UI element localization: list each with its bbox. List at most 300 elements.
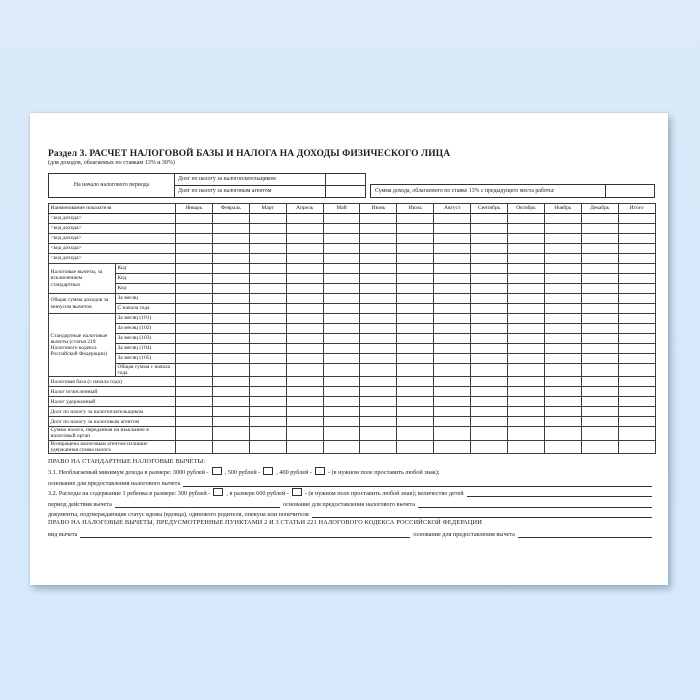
grid-cell[interactable] bbox=[397, 274, 434, 284]
grid-cell[interactable] bbox=[360, 274, 397, 284]
grid-cell[interactable] bbox=[434, 427, 471, 440]
grid-cell[interactable] bbox=[360, 224, 397, 234]
grid-cell[interactable] bbox=[397, 364, 434, 377]
grid-cell[interactable] bbox=[176, 224, 213, 234]
grid-cell[interactable] bbox=[212, 284, 249, 294]
deduction-basis-2-blank[interactable] bbox=[418, 500, 652, 508]
grid-cell[interactable] bbox=[176, 397, 213, 407]
grid-cell[interactable] bbox=[212, 397, 249, 407]
grid-cell[interactable] bbox=[471, 324, 508, 334]
grid-cell[interactable] bbox=[286, 304, 323, 314]
grid-cell[interactable] bbox=[176, 344, 213, 354]
grid-cell[interactable] bbox=[508, 354, 545, 364]
grid-cell[interactable] bbox=[286, 254, 323, 264]
grid-cell[interactable] bbox=[286, 284, 323, 294]
grid-cell[interactable] bbox=[323, 440, 360, 453]
grid-cell[interactable] bbox=[544, 427, 581, 440]
grid-cell[interactable] bbox=[471, 364, 508, 377]
grid-cell[interactable] bbox=[176, 274, 213, 284]
grid-cell[interactable] bbox=[434, 284, 471, 294]
grid-cell[interactable] bbox=[508, 387, 545, 397]
grid-cell[interactable] bbox=[286, 334, 323, 344]
grid-cell[interactable] bbox=[434, 224, 471, 234]
grid-cell[interactable] bbox=[323, 417, 360, 427]
grid-cell[interactable] bbox=[471, 214, 508, 224]
grid-cell[interactable] bbox=[434, 244, 471, 254]
grid-cell[interactable] bbox=[581, 304, 618, 314]
grid-cell[interactable] bbox=[618, 387, 655, 397]
grid-cell[interactable] bbox=[544, 334, 581, 344]
grid-cell[interactable] bbox=[618, 254, 655, 264]
grid-cell[interactable] bbox=[360, 314, 397, 324]
grid-cell[interactable] bbox=[544, 274, 581, 284]
grid-cell[interactable] bbox=[618, 224, 655, 234]
grid-cell[interactable] bbox=[508, 334, 545, 344]
grid-cell[interactable] bbox=[323, 304, 360, 314]
grid-cell[interactable] bbox=[618, 440, 655, 453]
grid-cell[interactable] bbox=[360, 304, 397, 314]
grid-cell[interactable] bbox=[249, 440, 286, 453]
grid-cell[interactable] bbox=[544, 354, 581, 364]
grid-cell[interactable] bbox=[323, 387, 360, 397]
grid-cell[interactable] bbox=[508, 304, 545, 314]
grid-cell[interactable] bbox=[434, 334, 471, 344]
grid-cell[interactable] bbox=[249, 427, 286, 440]
grid-cell[interactable] bbox=[581, 234, 618, 244]
grid-cell[interactable] bbox=[471, 407, 508, 417]
grid-cell[interactable] bbox=[360, 244, 397, 254]
grid-cell[interactable] bbox=[397, 417, 434, 427]
grid-cell[interactable] bbox=[286, 387, 323, 397]
grid-cell[interactable] bbox=[471, 334, 508, 344]
grid-cell[interactable] bbox=[397, 397, 434, 407]
grid-cell[interactable] bbox=[212, 364, 249, 377]
grid-cell[interactable] bbox=[397, 284, 434, 294]
grid-cell[interactable] bbox=[249, 324, 286, 334]
grid-cell[interactable] bbox=[471, 354, 508, 364]
grid-cell[interactable] bbox=[397, 324, 434, 334]
grid-cell[interactable] bbox=[360, 354, 397, 364]
grid-cell[interactable] bbox=[544, 244, 581, 254]
grid-cell[interactable] bbox=[618, 354, 655, 364]
grid-cell[interactable] bbox=[581, 214, 618, 224]
grid-cell[interactable] bbox=[397, 234, 434, 244]
grid-cell[interactable] bbox=[508, 324, 545, 334]
grid-cell[interactable] bbox=[286, 407, 323, 417]
grid-cell[interactable] bbox=[176, 234, 213, 244]
grid-cell[interactable] bbox=[508, 224, 545, 234]
grid-cell[interactable] bbox=[508, 344, 545, 354]
grid-cell[interactable] bbox=[286, 354, 323, 364]
grid-cell[interactable] bbox=[360, 427, 397, 440]
grid-cell[interactable] bbox=[471, 264, 508, 274]
grid-cell[interactable] bbox=[360, 377, 397, 387]
grid-cell[interactable] bbox=[249, 387, 286, 397]
grid-cell[interactable] bbox=[434, 364, 471, 377]
grid-cell[interactable] bbox=[360, 234, 397, 244]
grid-cell[interactable] bbox=[212, 377, 249, 387]
grid-cell[interactable] bbox=[618, 264, 655, 274]
grid-cell[interactable] bbox=[176, 304, 213, 314]
grid-cell[interactable] bbox=[397, 344, 434, 354]
grid-cell[interactable] bbox=[323, 274, 360, 284]
grid-cell[interactable] bbox=[323, 294, 360, 304]
checkbox-400-rub[interactable] bbox=[315, 467, 325, 475]
grid-cell[interactable] bbox=[249, 284, 286, 294]
grid-cell[interactable] bbox=[581, 417, 618, 427]
grid-cell[interactable] bbox=[397, 264, 434, 274]
grid-cell[interactable] bbox=[212, 264, 249, 274]
grid-cell[interactable] bbox=[286, 417, 323, 427]
grid-cell[interactable] bbox=[360, 344, 397, 354]
grid-cell[interactable] bbox=[471, 314, 508, 324]
grid-cell[interactable] bbox=[249, 224, 286, 234]
grid-cell[interactable] bbox=[471, 294, 508, 304]
grid-cell[interactable] bbox=[249, 397, 286, 407]
grid-cell[interactable] bbox=[323, 364, 360, 377]
grid-cell[interactable] bbox=[249, 377, 286, 387]
grid-cell[interactable] bbox=[212, 324, 249, 334]
grid-cell[interactable] bbox=[544, 417, 581, 427]
grid-cell[interactable] bbox=[471, 304, 508, 314]
grid-cell[interactable] bbox=[212, 440, 249, 453]
grid-cell[interactable] bbox=[323, 264, 360, 274]
grid-cell[interactable] bbox=[397, 354, 434, 364]
grid-cell[interactable] bbox=[212, 294, 249, 304]
grid-cell[interactable] bbox=[212, 274, 249, 284]
grid-cell[interactable] bbox=[434, 407, 471, 417]
grid-cell[interactable] bbox=[434, 304, 471, 314]
grid-cell[interactable] bbox=[176, 354, 213, 364]
grid-cell[interactable] bbox=[544, 387, 581, 397]
grid-cell[interactable] bbox=[397, 304, 434, 314]
grid-cell[interactable] bbox=[176, 427, 213, 440]
grid-cell[interactable] bbox=[508, 254, 545, 264]
grid-cell[interactable] bbox=[212, 314, 249, 324]
grid-cell[interactable] bbox=[360, 264, 397, 274]
grid-cell[interactable] bbox=[434, 254, 471, 264]
grid-cell[interactable] bbox=[508, 377, 545, 387]
grid-cell[interactable] bbox=[434, 344, 471, 354]
grid-cell[interactable] bbox=[544, 397, 581, 407]
grid-cell[interactable] bbox=[471, 417, 508, 427]
grid-cell[interactable] bbox=[286, 377, 323, 387]
grid-cell[interactable] bbox=[176, 214, 213, 224]
deduction-basis-blank[interactable] bbox=[183, 479, 652, 487]
grid-cell[interactable] bbox=[618, 304, 655, 314]
grid-cell[interactable] bbox=[176, 254, 213, 264]
grid-cell[interactable] bbox=[508, 364, 545, 377]
grid-cell[interactable] bbox=[544, 364, 581, 377]
grid-cell[interactable] bbox=[323, 334, 360, 344]
grid-cell[interactable] bbox=[360, 284, 397, 294]
grid-cell[interactable] bbox=[397, 387, 434, 397]
grid-cell[interactable] bbox=[508, 427, 545, 440]
grid-cell[interactable] bbox=[286, 427, 323, 440]
grid-cell[interactable] bbox=[508, 440, 545, 453]
grid-cell[interactable] bbox=[618, 344, 655, 354]
grid-cell[interactable] bbox=[286, 314, 323, 324]
grid-cell[interactable] bbox=[249, 334, 286, 344]
grid-cell[interactable] bbox=[176, 244, 213, 254]
grid-cell[interactable] bbox=[212, 254, 249, 264]
grid-cell[interactable] bbox=[397, 224, 434, 234]
grid-cell[interactable] bbox=[176, 294, 213, 304]
grid-cell[interactable] bbox=[323, 214, 360, 224]
grid-cell[interactable] bbox=[581, 344, 618, 354]
grid-cell[interactable] bbox=[581, 274, 618, 284]
grid-cell[interactable] bbox=[397, 377, 434, 387]
deduction-period-blank[interactable] bbox=[115, 500, 280, 508]
grid-cell[interactable] bbox=[249, 214, 286, 224]
grid-cell[interactable] bbox=[212, 344, 249, 354]
grid-cell[interactable] bbox=[618, 417, 655, 427]
grid-cell[interactable] bbox=[471, 440, 508, 453]
grid-cell[interactable] bbox=[471, 284, 508, 294]
grid-cell[interactable] bbox=[544, 407, 581, 417]
grid-cell[interactable] bbox=[360, 417, 397, 427]
grid-cell[interactable] bbox=[249, 244, 286, 254]
grid-cell[interactable] bbox=[323, 314, 360, 324]
grid-cell[interactable] bbox=[618, 274, 655, 284]
grid-cell[interactable] bbox=[618, 324, 655, 334]
grid-cell[interactable] bbox=[286, 214, 323, 224]
grid-cell[interactable] bbox=[544, 284, 581, 294]
grid-cell[interactable] bbox=[471, 427, 508, 440]
grid-cell[interactable] bbox=[544, 294, 581, 304]
grid-cell[interactable] bbox=[508, 214, 545, 224]
grid-cell[interactable] bbox=[176, 314, 213, 324]
grid-cell[interactable] bbox=[471, 344, 508, 354]
grid-cell[interactable] bbox=[581, 440, 618, 453]
grid-cell[interactable] bbox=[249, 417, 286, 427]
grid-cell[interactable] bbox=[323, 324, 360, 334]
grid-cell[interactable] bbox=[581, 224, 618, 234]
grid-cell[interactable] bbox=[360, 214, 397, 224]
grid-cell[interactable] bbox=[212, 234, 249, 244]
grid-cell[interactable] bbox=[544, 234, 581, 244]
grid-cell[interactable] bbox=[323, 397, 360, 407]
grid-cell[interactable] bbox=[249, 264, 286, 274]
grid-cell[interactable] bbox=[249, 354, 286, 364]
grid-cell[interactable] bbox=[434, 314, 471, 324]
grid-cell[interactable] bbox=[286, 344, 323, 354]
grid-cell[interactable] bbox=[434, 264, 471, 274]
grid-cell[interactable] bbox=[323, 407, 360, 417]
checkbox-300-rub[interactable] bbox=[213, 488, 223, 496]
grid-cell[interactable] bbox=[360, 294, 397, 304]
grid-cell[interactable] bbox=[544, 314, 581, 324]
debt-agent-value-cell[interactable] bbox=[326, 186, 366, 198]
grid-cell[interactable] bbox=[360, 407, 397, 417]
grid-cell[interactable] bbox=[249, 274, 286, 284]
grid-cell[interactable] bbox=[544, 324, 581, 334]
grid-cell[interactable] bbox=[434, 324, 471, 334]
grid-cell[interactable] bbox=[176, 377, 213, 387]
grid-cell[interactable] bbox=[471, 274, 508, 284]
grid-cell[interactable] bbox=[618, 334, 655, 344]
grid-cell[interactable] bbox=[544, 304, 581, 314]
grid-cell[interactable] bbox=[581, 264, 618, 274]
grid-cell[interactable] bbox=[286, 244, 323, 254]
grid-cell[interactable] bbox=[176, 334, 213, 344]
grid-cell[interactable] bbox=[360, 364, 397, 377]
grid-cell[interactable] bbox=[286, 224, 323, 234]
grid-cell[interactable] bbox=[212, 407, 249, 417]
grid-cell[interactable] bbox=[581, 354, 618, 364]
grid-cell[interactable] bbox=[286, 440, 323, 453]
grid-cell[interactable] bbox=[471, 254, 508, 264]
grid-cell[interactable] bbox=[434, 274, 471, 284]
grid-cell[interactable] bbox=[618, 214, 655, 224]
grid-cell[interactable] bbox=[471, 387, 508, 397]
grid-cell[interactable] bbox=[323, 254, 360, 264]
prev-income-value-cell[interactable] bbox=[606, 185, 655, 198]
grid-cell[interactable] bbox=[544, 344, 581, 354]
grid-cell[interactable] bbox=[544, 254, 581, 264]
grid-cell[interactable] bbox=[508, 407, 545, 417]
grid-cell[interactable] bbox=[397, 254, 434, 264]
grid-cell[interactable] bbox=[434, 417, 471, 427]
checkbox-3000-rub[interactable] bbox=[212, 467, 222, 475]
grid-cell[interactable] bbox=[618, 377, 655, 387]
grid-cell[interactable] bbox=[360, 254, 397, 264]
grid-cell[interactable] bbox=[434, 387, 471, 397]
grid-cell[interactable] bbox=[212, 387, 249, 397]
grid-cell[interactable] bbox=[618, 244, 655, 254]
grid-cell[interactable] bbox=[544, 214, 581, 224]
grid-cell[interactable] bbox=[249, 304, 286, 314]
grid-cell[interactable] bbox=[360, 397, 397, 407]
grid-cell[interactable] bbox=[212, 244, 249, 254]
grid-cell[interactable] bbox=[249, 294, 286, 304]
grid-cell[interactable] bbox=[508, 284, 545, 294]
grid-cell[interactable] bbox=[581, 284, 618, 294]
grid-cell[interactable] bbox=[397, 440, 434, 453]
grid-cell[interactable] bbox=[249, 254, 286, 264]
grid-cell[interactable] bbox=[360, 387, 397, 397]
grid-cell[interactable] bbox=[508, 274, 545, 284]
grid-cell[interactable] bbox=[434, 294, 471, 304]
grid-cell[interactable] bbox=[323, 377, 360, 387]
grid-cell[interactable] bbox=[249, 234, 286, 244]
grid-cell[interactable] bbox=[434, 377, 471, 387]
grid-cell[interactable] bbox=[581, 377, 618, 387]
grid-cell[interactable] bbox=[212, 304, 249, 314]
grid-cell[interactable] bbox=[508, 417, 545, 427]
grid-cell[interactable] bbox=[508, 397, 545, 407]
grid-cell[interactable] bbox=[544, 264, 581, 274]
grid-cell[interactable] bbox=[286, 397, 323, 407]
grid-cell[interactable] bbox=[581, 397, 618, 407]
grid-cell[interactable] bbox=[323, 344, 360, 354]
grid-cell[interactable] bbox=[581, 244, 618, 254]
grid-cell[interactable] bbox=[434, 440, 471, 453]
grid-cell[interactable] bbox=[581, 387, 618, 397]
checkbox-500-rub[interactable] bbox=[263, 467, 273, 475]
grid-cell[interactable] bbox=[176, 364, 213, 377]
grid-cell[interactable] bbox=[397, 427, 434, 440]
grid-cell[interactable] bbox=[581, 407, 618, 417]
status-documents-blank[interactable] bbox=[312, 510, 652, 518]
grid-cell[interactable] bbox=[323, 427, 360, 440]
grid-cell[interactable] bbox=[618, 397, 655, 407]
grid-cell[interactable] bbox=[323, 224, 360, 234]
grid-cell[interactable] bbox=[581, 324, 618, 334]
grid-cell[interactable] bbox=[471, 397, 508, 407]
grid-cell[interactable] bbox=[397, 314, 434, 324]
grid-cell[interactable] bbox=[323, 234, 360, 244]
grid-cell[interactable] bbox=[581, 334, 618, 344]
grid-cell[interactable] bbox=[212, 427, 249, 440]
grid-cell[interactable] bbox=[176, 387, 213, 397]
grid-cell[interactable] bbox=[286, 294, 323, 304]
grid-cell[interactable] bbox=[618, 314, 655, 324]
grid-cell[interactable] bbox=[618, 294, 655, 304]
grid-cell[interactable] bbox=[286, 234, 323, 244]
grid-cell[interactable] bbox=[176, 407, 213, 417]
grid-cell[interactable] bbox=[581, 254, 618, 264]
grid-cell[interactable] bbox=[581, 427, 618, 440]
grid-cell[interactable] bbox=[286, 324, 323, 334]
grid-cell[interactable] bbox=[434, 397, 471, 407]
grid-cell[interactable] bbox=[249, 407, 286, 417]
grid-cell[interactable] bbox=[581, 364, 618, 377]
grid-cell[interactable] bbox=[581, 314, 618, 324]
grid-cell[interactable] bbox=[212, 214, 249, 224]
debt-taxpayer-value-cell[interactable] bbox=[326, 174, 366, 186]
grid-cell[interactable] bbox=[323, 244, 360, 254]
checkbox-600-rub[interactable] bbox=[292, 488, 302, 496]
grid-cell[interactable] bbox=[249, 344, 286, 354]
grid-cell[interactable] bbox=[323, 354, 360, 364]
grid-cell[interactable] bbox=[212, 334, 249, 344]
grid-cell[interactable] bbox=[360, 324, 397, 334]
grid-cell[interactable] bbox=[212, 417, 249, 427]
grid-cell[interactable] bbox=[618, 407, 655, 417]
grid-cell[interactable] bbox=[471, 244, 508, 254]
grid-cell[interactable] bbox=[434, 214, 471, 224]
grid-cell[interactable] bbox=[618, 284, 655, 294]
grid-cell[interactable] bbox=[544, 440, 581, 453]
grid-cell[interactable] bbox=[286, 364, 323, 377]
grid-cell[interactable] bbox=[397, 244, 434, 254]
grid-cell[interactable] bbox=[471, 224, 508, 234]
grid-cell[interactable] bbox=[508, 264, 545, 274]
grid-cell[interactable] bbox=[508, 314, 545, 324]
grid-cell[interactable] bbox=[176, 440, 213, 453]
grid-cell[interactable] bbox=[360, 334, 397, 344]
grid-cell[interactable] bbox=[508, 234, 545, 244]
grid-cell[interactable] bbox=[323, 284, 360, 294]
grid-cell[interactable] bbox=[249, 314, 286, 324]
grid-cell[interactable] bbox=[360, 440, 397, 453]
grid-cell[interactable] bbox=[434, 354, 471, 364]
grid-cell[interactable] bbox=[286, 264, 323, 274]
grid-cell[interactable] bbox=[434, 234, 471, 244]
grid-cell[interactable] bbox=[176, 284, 213, 294]
grid-cell[interactable] bbox=[508, 294, 545, 304]
grid-cell[interactable] bbox=[176, 264, 213, 274]
grid-cell[interactable] bbox=[471, 234, 508, 244]
grid-cell[interactable] bbox=[397, 214, 434, 224]
grid-cell[interactable] bbox=[544, 377, 581, 387]
grid-cell[interactable] bbox=[581, 294, 618, 304]
grid-cell[interactable] bbox=[544, 224, 581, 234]
grid-cell[interactable] bbox=[286, 274, 323, 284]
grid-cell[interactable] bbox=[618, 427, 655, 440]
grid-cell[interactable] bbox=[618, 234, 655, 244]
